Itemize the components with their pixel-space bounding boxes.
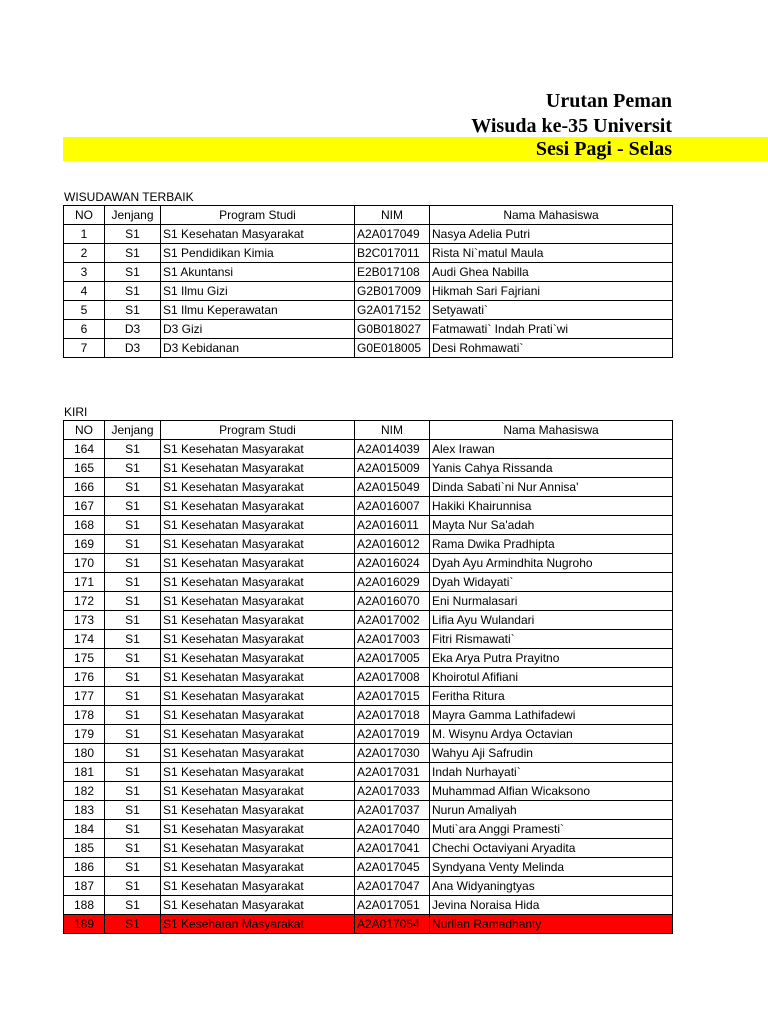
cell-nama-mahasiswa: Dinda Sabati`ni Nur Annisa' — [430, 478, 673, 497]
header-program-studi: Program Studi — [161, 206, 355, 225]
cell-program-studi: S1 Kesehatan Masyarakat — [161, 706, 355, 725]
table-row — [64, 649, 673, 668]
cell-nama-mahasiswa: Rista Ni`matul Maula — [430, 244, 673, 263]
header-no: NO — [64, 421, 105, 440]
table-row — [64, 440, 673, 459]
cell-no: 3 — [64, 263, 105, 282]
cell-jenjang: S1 — [105, 877, 161, 896]
cell-jenjang: S1 — [105, 516, 161, 535]
cell-no: 2 — [64, 244, 105, 263]
cell-program-studi: S1 Kesehatan Masyarakat — [161, 459, 355, 478]
cell-jenjang: S1 — [105, 801, 161, 820]
table-kiri — [63, 420, 673, 934]
cell-nama-mahasiswa: Rama Dwika Pradhipta — [430, 535, 673, 554]
cell-nim: G0E018005 — [355, 339, 430, 358]
cell-no: 4 — [64, 282, 105, 301]
cell-nama-mahasiswa: Chechi Octaviyani Aryadita — [430, 839, 673, 858]
cell-no: 175 — [64, 649, 105, 668]
document-subtitle: Wisuda ke-35 Universit — [471, 115, 672, 137]
cell-nama-mahasiswa: Hikmah Sari Fajriani — [430, 282, 673, 301]
cell-program-studi: S1 Kesehatan Masyarakat — [161, 725, 355, 744]
cell-nim: A2A017030 — [355, 744, 430, 763]
cell-jenjang: S1 — [105, 915, 161, 934]
cell-jenjang: S1 — [105, 440, 161, 459]
header-nim: NIM — [355, 421, 430, 440]
cell-nim: A2A016011 — [355, 516, 430, 535]
cell-jenjang: S1 — [105, 725, 161, 744]
cell-program-studi: S1 Kesehatan Masyarakat — [161, 801, 355, 820]
cell-nim: A2A017033 — [355, 782, 430, 801]
cell-program-studi: S1 Kesehatan Masyarakat — [161, 782, 355, 801]
cell-jenjang: S1 — [105, 535, 161, 554]
cell-no: 188 — [64, 896, 105, 915]
cell-jenjang: S1 — [105, 497, 161, 516]
cell-nim: A2A017047 — [355, 877, 430, 896]
table-wisudawan-terbaik — [63, 205, 673, 358]
cell-program-studi: S1 Akuntansi — [161, 263, 355, 282]
cell-jenjang: S1 — [105, 649, 161, 668]
cell-program-studi: S1 Kesehatan Masyarakat — [161, 497, 355, 516]
table-row — [64, 687, 673, 706]
cell-jenjang: S1 — [105, 687, 161, 706]
table-row — [64, 611, 673, 630]
table-row — [64, 535, 673, 554]
cell-nim: A2A017040 — [355, 820, 430, 839]
table-row — [64, 725, 673, 744]
cell-program-studi: S1 Kesehatan Masyarakat — [161, 858, 355, 877]
cell-no: 172 — [64, 592, 105, 611]
cell-no: 186 — [64, 858, 105, 877]
cell-program-studi: S1 Kesehatan Masyarakat — [161, 516, 355, 535]
table-row — [64, 478, 673, 497]
header-nim: NIM — [355, 206, 430, 225]
cell-nama-mahasiswa: Khoirotul Afifiani — [430, 668, 673, 687]
cell-no: 179 — [64, 725, 105, 744]
cell-nama-mahasiswa: Eni Nurmalasari — [430, 592, 673, 611]
cell-no: 173 — [64, 611, 105, 630]
table-header-row — [64, 421, 673, 440]
header-no: NO — [64, 206, 105, 225]
cell-no: 187 — [64, 877, 105, 896]
cell-nama-mahasiswa: Indah Nurhayati` — [430, 763, 673, 782]
table-row — [64, 839, 673, 858]
cell-no: 164 — [64, 440, 105, 459]
cell-no: 1 — [64, 225, 105, 244]
cell-nama-mahasiswa: Alex Irawan — [430, 440, 673, 459]
cell-nim: A2A017019 — [355, 725, 430, 744]
cell-nim: A2A017002 — [355, 611, 430, 630]
cell-program-studi: S1 Kesehatan Masyarakat — [161, 649, 355, 668]
cell-no: 6 — [64, 320, 105, 339]
cell-no: 183 — [64, 801, 105, 820]
cell-no: 171 — [64, 573, 105, 592]
table-row — [64, 801, 673, 820]
cell-nama-mahasiswa: Feritha Ritura — [430, 687, 673, 706]
cell-no: 7 — [64, 339, 105, 358]
section-label-wisudawan-terbaik: WISUDAWAN TERBAIK — [64, 190, 194, 204]
cell-program-studi: S1 Kesehatan Masyarakat — [161, 592, 355, 611]
cell-program-studi: S1 Kesehatan Masyarakat — [161, 744, 355, 763]
cell-program-studi: S1 Kesehatan Masyarakat — [161, 554, 355, 573]
table-body — [64, 440, 673, 934]
cell-nim: A2A016024 — [355, 554, 430, 573]
cell-jenjang: S1 — [105, 263, 161, 282]
cell-no: 189 — [64, 915, 105, 934]
table-row — [64, 282, 673, 301]
table-row — [64, 339, 673, 358]
table-row — [64, 877, 673, 896]
cell-program-studi: S1 Kesehatan Masyarakat — [161, 877, 355, 896]
cell-nim: A2A016007 — [355, 497, 430, 516]
header-program-studi: Program Studi — [161, 421, 355, 440]
cell-nama-mahasiswa: Nurlian Ramadhanty — [430, 915, 673, 934]
cell-nim: A2A016029 — [355, 573, 430, 592]
table-row — [64, 858, 673, 877]
table-row — [64, 225, 673, 244]
cell-nama-mahasiswa: Dyah Widayati` — [430, 573, 673, 592]
cell-program-studi: S1 Ilmu Keperawatan — [161, 301, 355, 320]
cell-nama-mahasiswa: Dyah Ayu Armindhita Nugroho — [430, 554, 673, 573]
cell-program-studi: S1 Kesehatan Masyarakat — [161, 630, 355, 649]
cell-jenjang: S1 — [105, 554, 161, 573]
cell-nim: A2A014039 — [355, 440, 430, 459]
cell-no: 167 — [64, 497, 105, 516]
cell-nim: B2C017011 — [355, 244, 430, 263]
table-row — [64, 244, 673, 263]
cell-jenjang: S1 — [105, 573, 161, 592]
table-row — [64, 497, 673, 516]
document-title: Urutan Peman — [545, 90, 672, 112]
cell-nama-mahasiswa: Fitri Rismawati` — [430, 630, 673, 649]
cell-nim: A2A017015 — [355, 687, 430, 706]
table-row — [64, 573, 673, 592]
cell-jenjang: S1 — [105, 668, 161, 687]
cell-no: 185 — [64, 839, 105, 858]
table-row — [64, 516, 673, 535]
cell-nim: A2A017045 — [355, 858, 430, 877]
cell-no: 178 — [64, 706, 105, 725]
cell-jenjang: S1 — [105, 478, 161, 497]
table-row — [64, 896, 673, 915]
table-row — [64, 301, 673, 320]
cell-jenjang: S1 — [105, 763, 161, 782]
cell-jenjang: S1 — [105, 706, 161, 725]
cell-no: 168 — [64, 516, 105, 535]
cell-program-studi: S1 Kesehatan Masyarakat — [161, 896, 355, 915]
cell-program-studi: S1 Kesehatan Masyarakat — [161, 763, 355, 782]
cell-nama-mahasiswa: Nasya Adelia Putri — [430, 225, 673, 244]
cell-nim: A2A016070 — [355, 592, 430, 611]
table-row — [64, 630, 673, 649]
cell-nim: A2A017049 — [355, 225, 430, 244]
table-header-row — [64, 206, 673, 225]
cell-jenjang: D3 — [105, 320, 161, 339]
header-jenjang: Jenjang — [105, 421, 161, 440]
cell-program-studi: D3 Kebidanan — [161, 339, 355, 358]
cell-jenjang: S1 — [105, 244, 161, 263]
cell-jenjang: S1 — [105, 592, 161, 611]
cell-no: 176 — [64, 668, 105, 687]
cell-program-studi: S1 Kesehatan Masyarakat — [161, 611, 355, 630]
cell-nim: A2A017037 — [355, 801, 430, 820]
cell-no: 166 — [64, 478, 105, 497]
cell-program-studi: S1 Kesehatan Masyarakat — [161, 478, 355, 497]
cell-jenjang: D3 — [105, 339, 161, 358]
table-row — [64, 820, 673, 839]
cell-no: 184 — [64, 820, 105, 839]
cell-jenjang: S1 — [105, 459, 161, 478]
session-title: Sesi Pagi - Selas — [535, 138, 672, 160]
table-row — [64, 915, 673, 934]
cell-program-studi: S1 Kesehatan Masyarakat — [161, 535, 355, 554]
cell-nim: A2A017041 — [355, 839, 430, 858]
cell-nim: A2A017051 — [355, 896, 430, 915]
cell-nama-mahasiswa: Hakiki Khairunnisa — [430, 497, 673, 516]
cell-program-studi: S1 Kesehatan Masyarakat — [161, 573, 355, 592]
table-row — [64, 263, 673, 282]
table-row — [64, 782, 673, 801]
cell-program-studi: S1 Ilmu Gizi — [161, 282, 355, 301]
cell-nama-mahasiswa: Mayra Gamma Lathifadewi — [430, 706, 673, 725]
cell-no: 180 — [64, 744, 105, 763]
cell-no: 165 — [64, 459, 105, 478]
cell-nama-mahasiswa: Fatmawati` Indah Prati`wi — [430, 320, 673, 339]
header-jenjang: Jenjang — [105, 206, 161, 225]
cell-nim: G0B018027 — [355, 320, 430, 339]
table-body — [64, 225, 673, 358]
cell-nama-mahasiswa: Mayta Nur Sa'adah — [430, 516, 673, 535]
table-row — [64, 668, 673, 687]
header-nama-mahasiswa: Nama Mahasiswa — [430, 421, 673, 440]
cell-no: 182 — [64, 782, 105, 801]
cell-nim: A2A015049 — [355, 478, 430, 497]
cell-nama-mahasiswa: Setyawati` — [430, 301, 673, 320]
cell-nama-mahasiswa: Lifia Ayu Wulandari — [430, 611, 673, 630]
section-label-kiri: KIRI — [64, 405, 88, 419]
cell-jenjang: S1 — [105, 611, 161, 630]
cell-nama-mahasiswa: Eka Arya Putra Prayitno — [430, 649, 673, 668]
cell-jenjang: S1 — [105, 896, 161, 915]
cell-jenjang: S1 — [105, 782, 161, 801]
cell-nama-mahasiswa: Audi Ghea Nabilla — [430, 263, 673, 282]
cell-program-studi: S1 Kesehatan Masyarakat — [161, 668, 355, 687]
cell-jenjang: S1 — [105, 839, 161, 858]
cell-nama-mahasiswa: Syndyana Venty Melinda — [430, 858, 673, 877]
table-row — [64, 320, 673, 339]
cell-nama-mahasiswa: Yanis Cahya Rissanda — [430, 459, 673, 478]
table-row — [64, 592, 673, 611]
table-row — [64, 744, 673, 763]
cell-nim: G2A017152 — [355, 301, 430, 320]
cell-program-studi: D3 Gizi — [161, 320, 355, 339]
cell-nim: A2A017005 — [355, 649, 430, 668]
cell-program-studi: S1 Kesehatan Masyarakat — [161, 839, 355, 858]
cell-nim: A2A017018 — [355, 706, 430, 725]
cell-nim: A2A017008 — [355, 668, 430, 687]
cell-no: 170 — [64, 554, 105, 573]
cell-program-studi: S1 Pendidikan Kimia — [161, 244, 355, 263]
cell-nim: E2B017108 — [355, 263, 430, 282]
table-row — [64, 554, 673, 573]
cell-no: 181 — [64, 763, 105, 782]
header-nama-mahasiswa: Nama Mahasiswa — [430, 206, 673, 225]
cell-nama-mahasiswa: Muti`ara Anggi Pramesti` — [430, 820, 673, 839]
cell-no: 174 — [64, 630, 105, 649]
cell-nama-mahasiswa: Ana Widyaningtyas — [430, 877, 673, 896]
table-row — [64, 706, 673, 725]
cell-jenjang: S1 — [105, 820, 161, 839]
cell-nama-mahasiswa: Wahyu Aji Safrudin — [430, 744, 673, 763]
cell-program-studi: S1 Kesehatan Masyarakat — [161, 687, 355, 706]
cell-no: 5 — [64, 301, 105, 320]
cell-no: 169 — [64, 535, 105, 554]
cell-nama-mahasiswa: Muhammad Alfian Wicaksono — [430, 782, 673, 801]
cell-nim: A2A017003 — [355, 630, 430, 649]
cell-jenjang: S1 — [105, 301, 161, 320]
cell-jenjang: S1 — [105, 282, 161, 301]
cell-nim: A2A017031 — [355, 763, 430, 782]
cell-jenjang: S1 — [105, 630, 161, 649]
cell-jenjang: S1 — [105, 744, 161, 763]
cell-nim: A2A017054 — [355, 915, 430, 934]
cell-nama-mahasiswa: M. Wisynu Ardya Octavian — [430, 725, 673, 744]
cell-nim: A2A015009 — [355, 459, 430, 478]
table-row — [64, 763, 673, 782]
cell-nama-mahasiswa: Jevina Noraisa Hida — [430, 896, 673, 915]
cell-jenjang: S1 — [105, 225, 161, 244]
table-row — [64, 459, 673, 478]
cell-program-studi: S1 Kesehatan Masyarakat — [161, 820, 355, 839]
cell-no: 177 — [64, 687, 105, 706]
cell-nim: A2A016012 — [355, 535, 430, 554]
cell-program-studi: S1 Kesehatan Masyarakat — [161, 440, 355, 459]
cell-nim: G2B017009 — [355, 282, 430, 301]
cell-nama-mahasiswa: Nurun Amaliyah — [430, 801, 673, 820]
cell-jenjang: S1 — [105, 858, 161, 877]
cell-nama-mahasiswa: Desi Rohmawati` — [430, 339, 673, 358]
cell-program-studi: S1 Kesehatan Masyarakat — [161, 225, 355, 244]
cell-program-studi: S1 Kesehatan Masyarakat — [161, 915, 355, 934]
